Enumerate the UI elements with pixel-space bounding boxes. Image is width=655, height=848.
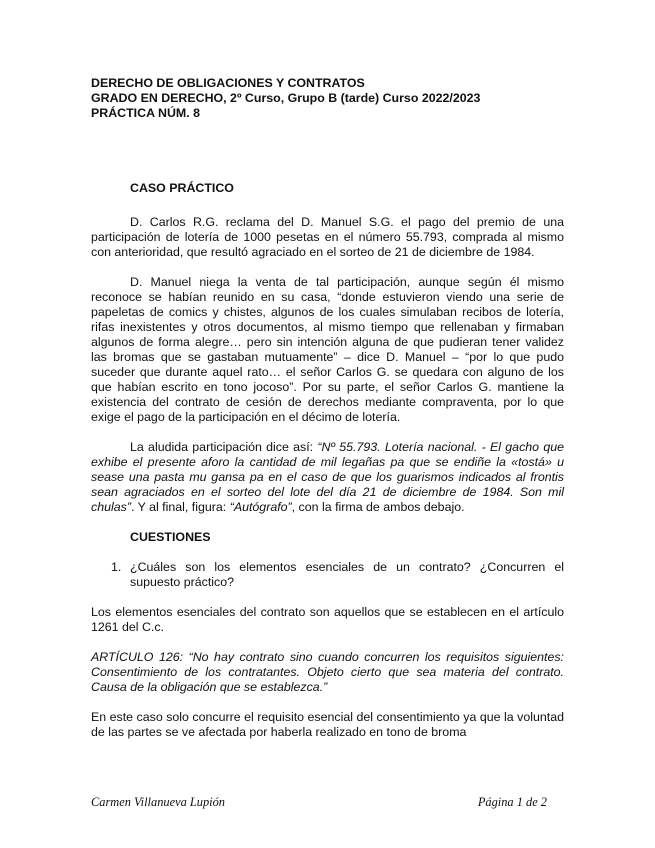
question-number: 1. xyxy=(111,560,122,574)
answer-paragraph-1: Los elementos esenciales del contrato son aquellos que se establecen en el artículo 1261 del C.c. xyxy=(91,605,564,634)
course-details: GRADO EN DERECHO, 2º Curso, Grupo B (tarde) Curso 2022/2023 xyxy=(91,91,481,105)
cuestiones-heading: CUESTIONES xyxy=(130,530,211,544)
question-text: ¿Cuáles son los elementos esenciales de un contrato? ¿Concurren el supuesto práctico? xyxy=(130,560,564,589)
footer-page-number: Página 1 de 2 xyxy=(477,795,547,809)
caso-practico-heading: CASO PRÁCTICO xyxy=(130,181,234,195)
caso-paragraph-2: D. Manuel niega la venta de tal participación, aunque según él mismo reconoce se habían reunido en su casa, “donde estuvieron viendo una serie de papeletas de comics y chistes, algunos de los cuales simulaban recibos de lotería, rifas inexistentes y otros documentos, al mismo tiempo que rellenaban y firmaban algunos de forma alegre… pero sin intención alguna de que pudieran tener validez las bromas que se gastaban mutuamente” – dice D. Manuel – “por lo que pudo suceder que durante aquel rato… el señor Carlos G. se quedara con alguno de los que habían escrito en tono jocoso”. Por su parte, el señor Carlos G. mantiene la existencia del contrato de cesión de derechos mediante compraventa, por lo que exige el pago de la participación en el décimo de lotería. xyxy=(91,275,564,424)
practice-number: PRÁCTICA NÚM. 8 xyxy=(91,106,200,120)
footer-author: Carmen Villanueva Lupión xyxy=(91,795,225,809)
course-title: DERECHO DE OBLIGACIONES Y CONTRATOS xyxy=(91,76,365,90)
page-footer xyxy=(91,795,547,810)
autografo-quote: “Autógrafo” xyxy=(229,500,292,514)
answer-paragraph-2: En este caso solo concurre el requisito esencial del consentimiento ya que la voluntad de las partes se ve afectada por haberla realizado en tono de broma xyxy=(91,710,564,739)
p3-end: , con la firma de ambos debajo. xyxy=(291,500,465,514)
p3-intro: La aludida participación dice así: xyxy=(130,440,318,454)
ticket-quote: “Nº 55.793. Lotería nacional. - El gacho que exhibe el presente aforo la cantidad de mil legañas pa que se endiñe la «tostá» u sease una pasta mu gansa pa en el caso de que los guarismos indicados al frontis sean agraciados en el sorteo del lote del día 21 de diciembre de 1984. Son mil chulas” xyxy=(91,440,564,514)
article-quote: ARTÍCULO 126: “No hay contrato sino cuando concurren los requisitos siguientes: Consentimiento de los contratantes. Objeto cierto que sea materia del contrato. Causa de la obligación que se establezca.” xyxy=(91,650,564,694)
document-header xyxy=(91,76,571,121)
document-body xyxy=(91,181,564,740)
caso-paragraph-1: D. Carlos R.G. reclama del D. Manuel S.G. el pago del premio de una participación de lotería de 1000 pesetas en el número 55.793, comprada al mismo con anterioridad, que resultó agraciado en el sorteo de 21 de diciembre de 1984. xyxy=(91,215,564,259)
question-1 xyxy=(91,560,564,590)
p3-mid: . Y al final, figura: xyxy=(130,500,230,514)
caso-paragraph-3 xyxy=(91,440,564,515)
